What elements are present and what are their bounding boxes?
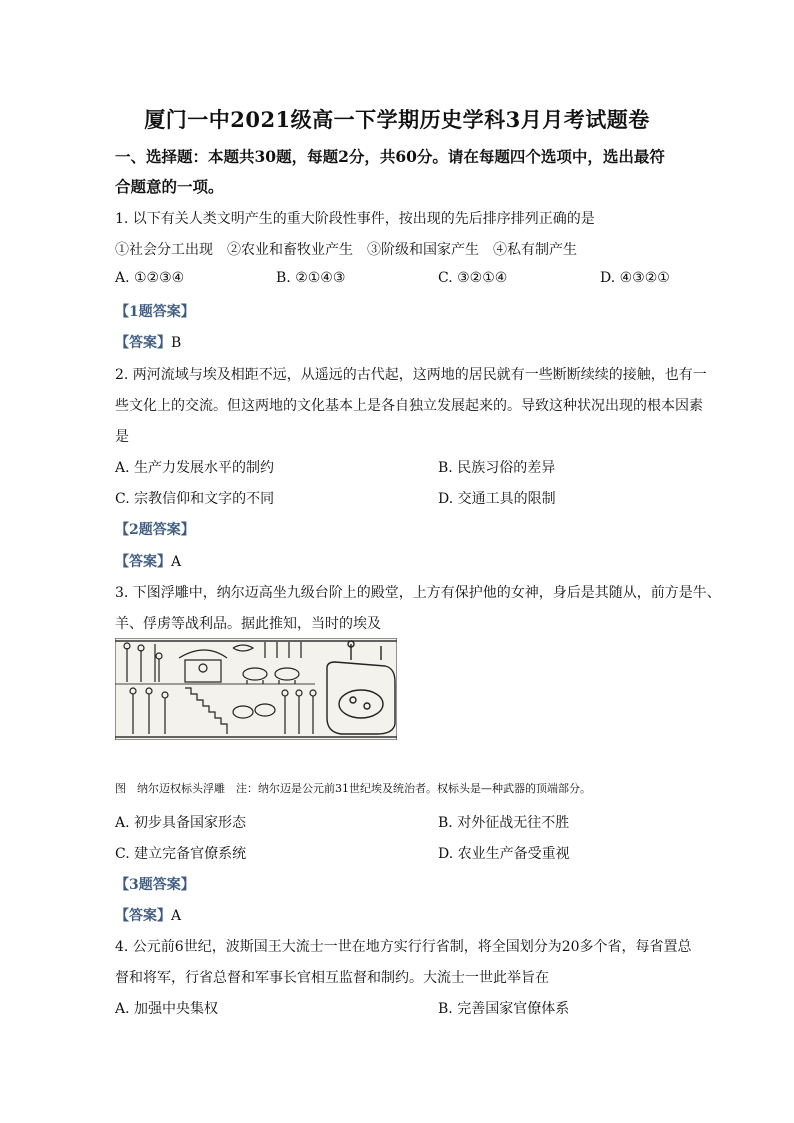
- section-heading-line1: 一、选择题：本题共30题，每题2分，共60分。请在每题四个选项中，选出最符: [115, 147, 665, 166]
- q3-stem-line2: 羊、俘虏等战利品。据此推知，当时的埃及: [115, 616, 381, 632]
- page-title: 厦门一中2021级高一下学期历史学科3月月考试题卷: [144, 107, 650, 132]
- q2-answer: [115, 551, 181, 571]
- q1-items: ①社会分工出现 ②农业和畜牧业产生 ③阶级和国家产生 ④私有制产生: [115, 242, 577, 258]
- q2-option-a: A. 生产力发展水平的制约: [115, 460, 275, 476]
- answer-label: 【答案】: [115, 335, 171, 351]
- q1-answer: [115, 332, 181, 352]
- q1-option-b: B. ②①④③: [276, 270, 346, 286]
- answer-label: 【答案】: [115, 554, 171, 570]
- q1-answer-tag: 【1题答案】: [115, 304, 195, 320]
- q3-option-c: C. 建立完备官僚系统: [115, 846, 247, 862]
- q2-stem-line2: 些文化上的交流。但这两地的文化基本上是各自独立发展起来的。导致这种状况出现的根本因素: [115, 398, 703, 414]
- q1-option-a: A. ①②③④: [115, 270, 185, 286]
- relief-caption: 图 纳尔迈权标头浮雕 注：纳尔迈是公元前31世纪埃及统治者。权标头是—种武器的顶端部分。: [115, 782, 591, 795]
- q4-stem-line2: 督和将军，行省总督和军事长官相互监督和制约。大流士一世此举旨在: [115, 970, 549, 986]
- q3-answer-tag: 【3题答案】: [115, 877, 195, 893]
- narmer-relief-image: [115, 638, 397, 740]
- q2-stem-line3: 是: [115, 429, 129, 445]
- q3-option-d: D. 农业生产备受重视: [438, 846, 570, 862]
- answer-value: A: [171, 908, 182, 924]
- q4-option-a: A. 加强中央集权: [115, 1001, 219, 1017]
- q1-option-d: D. ④③②①: [600, 270, 670, 286]
- q2-option-b: B. 民族习俗的差异: [438, 460, 556, 476]
- answer-value: B: [171, 335, 182, 351]
- q2-stem-line1: 2. 两河流域与埃及相距不远，从遥远的古代起，这两地的居民就有一些断断续续的接触，也有一: [115, 367, 707, 383]
- q2-answer-tag: 【2题答案】: [115, 522, 195, 538]
- q1-stem: 1. 以下有关人类文明产生的重大阶段性事件，按出现的先后排序排列正确的是: [115, 211, 595, 227]
- q1-option-c: C. ③②①④: [438, 270, 508, 286]
- q2-option-d: D. 交通工具的限制: [438, 491, 556, 507]
- q3-stem-line1: 3. 下图浮雕中，纳尔迈高坐九级台阶上的殿堂，上方有保护他的女神，身后是其随从，前方是牛、: [115, 585, 721, 601]
- q3-option-a: A. 初步具备国家形态: [115, 815, 247, 831]
- answer-value: A: [171, 554, 182, 570]
- answer-label: 【答案】: [115, 908, 171, 924]
- q4-option-b: B. 完善国家官僚体系: [438, 1001, 570, 1017]
- q3-option-b: B. 对外征战无往不胜: [438, 815, 570, 831]
- q4-stem-line1: 4. 公元前6世纪，波斯国王大流士一世在地方实行行省制，将全国划分为20多个省，每省置总: [115, 939, 692, 955]
- q2-option-c: C. 宗教信仰和文字的不同: [115, 491, 275, 507]
- section-heading-line2: 合题意的一项。: [115, 177, 224, 196]
- q3-answer: [115, 905, 181, 925]
